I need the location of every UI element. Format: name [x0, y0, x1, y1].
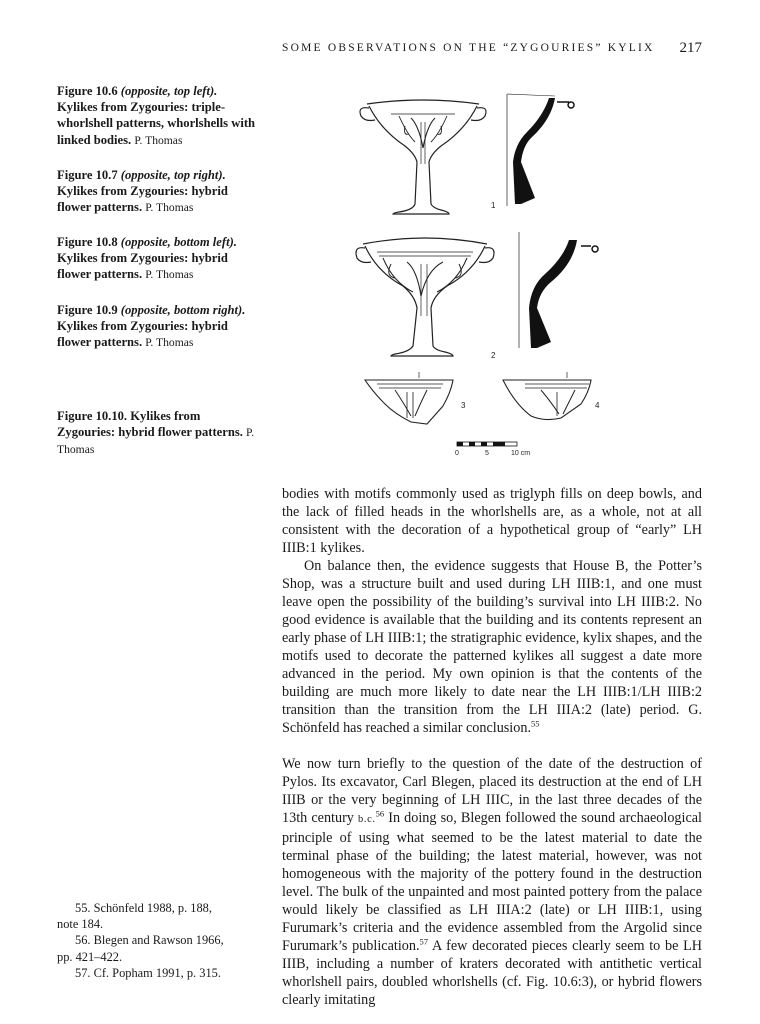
kylix-2-profile — [519, 232, 598, 348]
scale-label-10cm: 10 cm — [511, 450, 531, 456]
kylix-1-profile — [507, 94, 574, 206]
caption-figure-10-9: Figure 10.9 (opposite, bottom right). Kylikes from Zygouries: hybrid flower patterns. P. Thomas — [57, 303, 246, 350]
kylix-1-elevation — [360, 100, 486, 214]
kylix-2-elevation — [356, 238, 494, 356]
footnote-ref-57: 57 — [419, 936, 429, 947]
caption-figure-10-8: Figure 10.8 (opposite, bottom left). Kylikes from Zygouries: hybrid flower patterns. P. Thomas — [57, 235, 237, 282]
footnote-55: 55. Schönfeld 1988, p. 188, — [75, 901, 212, 915]
paragraph-house-b: On balance then, the evidence suggests that House B, the Potter’s Shop, was a structure built and used during LH IIIB:1, and one must leave open the possibility of the building’s survival into LH IIIB:2. No good evidence is available that the building and its contents represent an early phase of LH IIIB:1; the stratigraphic evidence, kylix shapes, and the motifs used to decorate the patterned kylikes all suggest a date more advanced in the period. My own opinion is that the contents of the building are much more likely to date near the LH IIIB:1/LH IIIB:2 transition than the transition from the LH IIIA:2 (late) period. G. Schönfeld has reached a similar conclusion.$^{55}$ — [282, 558, 702, 736]
running-head-title: SOME OBSERVATIONS ON THE “ZYGOURIES” KYLIX — [282, 42, 655, 54]
scale-label-0: 0 — [455, 450, 459, 456]
page-number: 217 — [679, 40, 702, 56]
main-text — [282, 485, 702, 1009]
footnote-56-cont: pp. 421–422. — [57, 949, 123, 964]
footnote-55-cont: note 184. — [57, 917, 104, 932]
scale-bar — [457, 442, 517, 446]
caption-figure-10-7: Figure 10.7 (opposite, top right). Kylikes from Zygouries: hybrid flower patterns. P. Thomas — [57, 168, 228, 215]
paragraph-pylos: We now turn briefly to the question of the date of the destruction of Pylos. Its excavator, Carl Blegen, placed its destruction at the end of LH IIIB or the very beginning of LH IIIC, in the last three decades of the 13th century b.c.$^{56}$ In doing so, Blegen followed the sound archaeological principle of using what seemed to be the latest material to date the terminal phase of the building; the latest material, however, was not homogeneous with the majority of the pottery found in the destruction level. The bulk of the unpainted and most painted pottery from the palace would likely be classified as LH IIIA:2 (late) or LH IIIB:1, using Furumark’s criteria and the evidence assembled from the Argolid since Furumark’s publication.$^{57}$ A few decorated pieces clearly seem to be LH IIIB, including a number of kraters decorated with antithetic vertical whorlshell pairs, doubled whorlshells (cf. Fig. 10.6:3), or hybrid flowers clearly imitating — [282, 756, 702, 1008]
caption-figure-10-10: Figure 10.10. Kylikes from Zygouries: hybrid flower patterns. P. Thomas — [57, 409, 255, 457]
footnotes — [57, 900, 257, 981]
footnote-57: 57. Cf. Popham 1991, p. 315. — [75, 965, 221, 980]
figure-item-label-2: 2 — [491, 351, 496, 360]
caption-figure-10-6: Figure 10.6 (opposite, top left). Kylikes from Zygouries: triple-whorlshell patterns, whorlshells with linked bodies. P. Thomas — [57, 84, 256, 147]
scale-label-5: 5 — [485, 450, 489, 456]
figure-item-label-3: 3 — [461, 401, 466, 410]
footnote-ref-56: 56 — [375, 808, 385, 819]
sherd-4 — [503, 372, 591, 420]
figure-item-label-4: 4 — [595, 401, 600, 410]
kylikes-figure — [355, 86, 605, 456]
figure-item-label-1: 1 — [491, 201, 496, 210]
running-head — [282, 42, 702, 62]
footnote-56: 56. Blegen and Rawson 1966, — [75, 933, 224, 948]
footnote-ref-55: 55 — [531, 718, 540, 729]
paragraph-continuation: bodies with motifs commonly used as triglyph fills on deep bowls, and the lack of filled heads in the whorlshells are, as a whole, not at all consistent with the decoration of a hypothetical group of “early” LH IIIB:1 kylikes. — [282, 486, 702, 556]
sherd-3 — [365, 372, 453, 424]
